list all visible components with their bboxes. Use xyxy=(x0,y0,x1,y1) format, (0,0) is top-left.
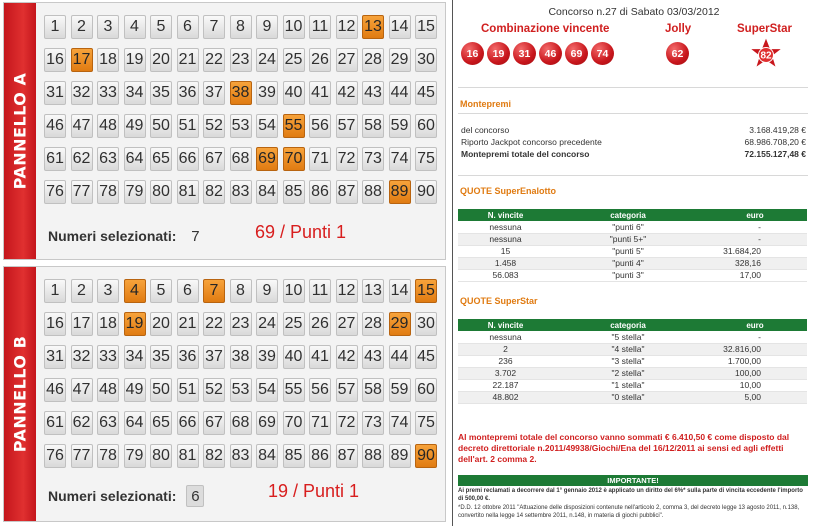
table-row xyxy=(458,367,807,379)
number-cell-32[interactable]: 32 xyxy=(71,81,93,105)
number-cell-31[interactable]: 31 xyxy=(44,81,66,105)
star-icon xyxy=(748,36,784,72)
cell-vincite: 56.083 xyxy=(458,269,553,281)
number-cell-51[interactable]: 51 xyxy=(177,114,199,138)
number-cell-73[interactable]: 73 xyxy=(362,147,384,171)
panel-a xyxy=(3,2,446,260)
winning-ball: 16 xyxy=(461,42,484,65)
header-n-vincite: N. vincite xyxy=(458,209,553,221)
cell-categoria: "punti 5" xyxy=(553,245,703,257)
cell-euro: - xyxy=(703,221,807,233)
cell-euro: 32.816,00 xyxy=(703,343,807,355)
number-cell-6[interactable]: 6 xyxy=(177,15,199,39)
number-cell-30[interactable]: 30 xyxy=(415,312,437,336)
number-cell-89[interactable]: 89 xyxy=(389,444,411,468)
number-cell-90[interactable]: 90 xyxy=(415,444,437,468)
cell-vincite: nessuna xyxy=(458,221,553,233)
number-cell-10[interactable]: 10 xyxy=(283,279,305,303)
cell-categoria: "0 stella" xyxy=(553,391,703,403)
number-cell-21[interactable]: 21 xyxy=(177,48,199,72)
cell-categoria: "2 stella" xyxy=(553,367,703,379)
number-cell-22[interactable]: 22 xyxy=(203,312,225,336)
number-grid-a xyxy=(44,15,442,213)
selected-label-a: Numeri selezionati: xyxy=(48,228,177,244)
montepremi-value: 3.168.419,28 € xyxy=(749,125,806,135)
number-cell-43[interactable]: 43 xyxy=(362,345,384,369)
number-cell-59[interactable]: 59 xyxy=(389,114,411,138)
number-cell-29[interactable]: 29 xyxy=(389,312,411,336)
number-cell-15[interactable]: 15 xyxy=(415,279,437,303)
number-cell-81[interactable]: 81 xyxy=(177,444,199,468)
number-cell-29[interactable]: 29 xyxy=(389,48,411,72)
selected-row-a xyxy=(48,225,204,247)
table-row xyxy=(458,331,807,343)
selected-label-b: Numeri selezionati: xyxy=(48,488,177,504)
jolly-label: Jolly xyxy=(665,23,692,35)
cell-vincite: nessuna xyxy=(458,233,553,245)
number-cell-40[interactable]: 40 xyxy=(283,345,305,369)
number-cell-25[interactable]: 25 xyxy=(283,48,305,72)
number-cell-13[interactable]: 13 xyxy=(362,279,384,303)
montepremi-title: Montepremi xyxy=(460,99,512,109)
header-n-vincite: N. vincite xyxy=(458,319,553,331)
number-cell-8[interactable]: 8 xyxy=(230,15,252,39)
jolly-ball: 62 xyxy=(666,42,689,65)
number-cell-61[interactable]: 61 xyxy=(44,147,66,171)
number-cell-14[interactable]: 14 xyxy=(389,15,411,39)
winning-ball: 46 xyxy=(539,42,562,65)
number-cell-12[interactable]: 12 xyxy=(336,15,358,39)
number-cell-70[interactable]: 70 xyxy=(283,411,305,435)
number-cell-72[interactable]: 72 xyxy=(336,411,358,435)
number-cell-88[interactable]: 88 xyxy=(362,180,384,204)
number-cell-77[interactable]: 77 xyxy=(71,180,93,204)
cell-vincite: 236 xyxy=(458,355,553,367)
table-row xyxy=(458,355,807,367)
number-cell-45[interactable]: 45 xyxy=(415,345,437,369)
number-cell-57[interactable]: 57 xyxy=(336,378,358,402)
cell-categoria: "1 stella" xyxy=(553,379,703,391)
number-cell-3[interactable]: 3 xyxy=(97,279,119,303)
result-a: 69 / Punti 1 xyxy=(255,222,347,242)
number-cell-71[interactable]: 71 xyxy=(309,411,331,435)
number-cell-43[interactable]: 43 xyxy=(362,81,384,105)
number-cell-46[interactable]: 46 xyxy=(44,378,66,402)
number-cell-79[interactable]: 79 xyxy=(124,180,146,204)
cell-categoria: "4 stella" xyxy=(553,343,703,355)
number-cell-77[interactable]: 77 xyxy=(71,444,93,468)
number-cell-84[interactable]: 84 xyxy=(256,180,278,204)
cell-vincite: 3.702 xyxy=(458,367,553,379)
number-cell-75[interactable]: 75 xyxy=(415,411,437,435)
number-cell-27[interactable]: 27 xyxy=(336,312,358,336)
number-cell-76[interactable]: 76 xyxy=(44,180,66,204)
number-cell-87[interactable]: 87 xyxy=(336,180,358,204)
number-cell-74[interactable]: 74 xyxy=(389,147,411,171)
number-cell-62[interactable]: 62 xyxy=(71,147,93,171)
number-cell-1[interactable]: 1 xyxy=(44,15,66,39)
number-cell-19[interactable]: 19 xyxy=(124,48,146,72)
number-cell-66[interactable]: 66 xyxy=(177,411,199,435)
montepremi-value: 72.155.127,48 € xyxy=(744,149,806,159)
table-row xyxy=(458,221,807,233)
number-cell-26[interactable]: 26 xyxy=(309,312,331,336)
number-cell-23[interactable]: 23 xyxy=(230,48,252,72)
superstar-label: SuperStar xyxy=(737,23,792,35)
winning-ball: 19 xyxy=(487,42,510,65)
number-cell-59[interactable]: 59 xyxy=(389,378,411,402)
header-categoria: categoria xyxy=(553,209,703,221)
number-cell-6[interactable]: 6 xyxy=(177,279,199,303)
number-cell-31[interactable]: 31 xyxy=(44,345,66,369)
number-cell-4[interactable]: 4 xyxy=(124,279,146,303)
number-cell-70[interactable]: 70 xyxy=(283,147,305,171)
montepremi-row-jackpot xyxy=(461,137,806,147)
separator xyxy=(458,113,808,114)
cell-categoria: "punti 6" xyxy=(553,221,703,233)
quote-superstar-title: QUOTE SuperStar xyxy=(460,296,538,306)
number-cell-50[interactable]: 50 xyxy=(150,378,172,402)
panel-a-strip xyxy=(4,3,36,259)
number-cell-24[interactable]: 24 xyxy=(256,312,278,336)
number-cell-63[interactable]: 63 xyxy=(97,411,119,435)
number-cell-53[interactable]: 53 xyxy=(230,114,252,138)
table-row xyxy=(458,343,807,355)
number-cell-65[interactable]: 65 xyxy=(150,411,172,435)
number-cell-64[interactable]: 64 xyxy=(124,147,146,171)
winning-ball: 31 xyxy=(513,42,536,65)
cell-euro: 17,00 xyxy=(703,269,807,281)
cell-euro: - xyxy=(703,331,807,343)
number-cell-82[interactable]: 82 xyxy=(203,444,225,468)
number-cell-56[interactable]: 56 xyxy=(309,378,331,402)
number-cell-55[interactable]: 55 xyxy=(283,378,305,402)
number-cell-7[interactable]: 7 xyxy=(203,279,225,303)
number-cell-58[interactable]: 58 xyxy=(362,378,384,402)
number-cell-89[interactable]: 89 xyxy=(389,180,411,204)
winning-ball: 69 xyxy=(565,42,588,65)
selected-count-b: 6 xyxy=(186,485,204,507)
number-cell-90[interactable]: 90 xyxy=(415,180,437,204)
jackpot-notice: Al montepremi totale del concorso vanno sommati € 6.410,50 € come disposto dal decreto direttoriale n.2011/49938/Giochi/Ena del 16/12/2011 ai sensi ed agli effetti dell'art. 2 comma 2. xyxy=(458,432,790,464)
table-row xyxy=(458,257,807,269)
number-cell-85[interactable]: 85 xyxy=(283,180,305,204)
number-cell-8[interactable]: 8 xyxy=(230,279,252,303)
panel-b-label: PANNELLO B xyxy=(10,335,30,453)
number-cell-20[interactable]: 20 xyxy=(150,312,172,336)
cell-euro: 1.700,00 xyxy=(703,355,807,367)
montepremi-row-totale xyxy=(461,149,806,159)
number-cell-42[interactable]: 42 xyxy=(336,345,358,369)
number-grid-b xyxy=(44,279,442,477)
number-cell-81[interactable]: 81 xyxy=(177,180,199,204)
cell-vincite: 2 xyxy=(458,343,553,355)
number-cell-80[interactable]: 80 xyxy=(150,444,172,468)
number-cell-49[interactable]: 49 xyxy=(124,114,146,138)
cell-vincite: 1.458 xyxy=(458,257,553,269)
number-cell-51[interactable]: 51 xyxy=(177,378,199,402)
cell-categoria: "punti 5+" xyxy=(553,233,703,245)
number-cell-22[interactable]: 22 xyxy=(203,48,225,72)
number-cell-42[interactable]: 42 xyxy=(336,81,358,105)
number-cell-40[interactable]: 40 xyxy=(283,81,305,105)
number-cell-11[interactable]: 11 xyxy=(309,15,331,39)
number-cell-68[interactable]: 68 xyxy=(230,147,252,171)
result-b: 19 / Punti 1 xyxy=(268,481,360,501)
important-footnote: *D.D. 12 ottobre 2011 "Attuazione delle disposizioni contenute nell'articolo 2, comma 3, del decreto legge 13 agosto 2011, n.138, convertito nella legge 14 settembre 2011, n.148, in materia di giochi pubblici". xyxy=(458,505,800,519)
number-cell-64[interactable]: 64 xyxy=(124,411,146,435)
montepremi-row-concorso xyxy=(461,125,806,135)
number-cell-53[interactable]: 53 xyxy=(230,378,252,402)
number-cell-34[interactable]: 34 xyxy=(124,81,146,105)
important-title: IMPORTANTE! xyxy=(458,475,808,486)
cell-vincite: nessuna xyxy=(458,331,553,343)
number-cell-66[interactable]: 66 xyxy=(177,147,199,171)
table-header xyxy=(458,209,807,221)
header-euro: euro xyxy=(703,209,807,221)
number-cell-44[interactable]: 44 xyxy=(389,345,411,369)
number-cell-23[interactable]: 23 xyxy=(230,312,252,336)
number-cell-39[interactable]: 39 xyxy=(256,345,278,369)
cell-euro: 100,00 xyxy=(703,367,807,379)
number-cell-48[interactable]: 48 xyxy=(97,114,119,138)
number-cell-18[interactable]: 18 xyxy=(97,312,119,336)
number-cell-38[interactable]: 38 xyxy=(230,81,252,105)
number-cell-60[interactable]: 60 xyxy=(415,378,437,402)
number-cell-67[interactable]: 67 xyxy=(203,411,225,435)
number-cell-78[interactable]: 78 xyxy=(97,180,119,204)
number-cell-87[interactable]: 87 xyxy=(336,444,358,468)
table-row xyxy=(458,269,807,281)
number-cell-48[interactable]: 48 xyxy=(97,378,119,402)
number-cell-9[interactable]: 9 xyxy=(256,279,278,303)
number-cell-73[interactable]: 73 xyxy=(362,411,384,435)
results-panel xyxy=(453,0,815,526)
separator xyxy=(458,175,808,176)
number-cell-68[interactable]: 68 xyxy=(230,411,252,435)
number-cell-12[interactable]: 12 xyxy=(336,279,358,303)
number-cell-83[interactable]: 83 xyxy=(230,444,252,468)
number-cell-52[interactable]: 52 xyxy=(203,114,225,138)
cell-euro: - xyxy=(703,233,807,245)
cell-euro: 328,16 xyxy=(703,257,807,269)
number-cell-57[interactable]: 57 xyxy=(336,114,358,138)
number-cell-54[interactable]: 54 xyxy=(256,114,278,138)
number-cell-19[interactable]: 19 xyxy=(124,312,146,336)
number-cell-82[interactable]: 82 xyxy=(203,180,225,204)
number-cell-67[interactable]: 67 xyxy=(203,147,225,171)
number-cell-62[interactable]: 62 xyxy=(71,411,93,435)
montepremi-label: Riporto Jackpot concorso precedente xyxy=(461,137,602,147)
number-cell-72[interactable]: 72 xyxy=(336,147,358,171)
number-cell-63[interactable]: 63 xyxy=(97,147,119,171)
combo-label: Combinazione vincente xyxy=(481,23,610,35)
selected-count-a: 7 xyxy=(191,227,200,245)
number-cell-32[interactable]: 32 xyxy=(71,345,93,369)
number-cell-11[interactable]: 11 xyxy=(309,279,331,303)
number-cell-55[interactable]: 55 xyxy=(283,114,305,138)
number-cell-54[interactable]: 54 xyxy=(256,378,278,402)
number-cell-47[interactable]: 47 xyxy=(71,378,93,402)
number-cell-36[interactable]: 36 xyxy=(177,81,199,105)
cell-vincite: 22.187 xyxy=(458,379,553,391)
number-cell-21[interactable]: 21 xyxy=(177,312,199,336)
number-cell-45[interactable]: 45 xyxy=(415,81,437,105)
number-cell-33[interactable]: 33 xyxy=(97,81,119,105)
number-cell-26[interactable]: 26 xyxy=(309,48,331,72)
cell-categoria: "5 stella" xyxy=(553,331,703,343)
panel-b xyxy=(3,266,446,522)
number-cell-86[interactable]: 86 xyxy=(309,180,331,204)
number-cell-74[interactable]: 74 xyxy=(389,411,411,435)
number-cell-4[interactable]: 4 xyxy=(124,15,146,39)
important-text: Ai premi reclamati a decorrere dal 1° gennaio 2012 è applicato un diritto del 6%* sulla parte di vincita eccedente l'importo di 500,00 €. xyxy=(458,488,803,502)
number-cell-49[interactable]: 49 xyxy=(124,378,146,402)
number-cell-56[interactable]: 56 xyxy=(309,114,331,138)
panel-b-strip xyxy=(4,267,36,521)
panel-a-label: PANNELLO A xyxy=(10,72,30,190)
number-cell-13[interactable]: 13 xyxy=(362,15,384,39)
number-cell-38[interactable]: 38 xyxy=(230,345,252,369)
number-cell-86[interactable]: 86 xyxy=(309,444,331,468)
number-cell-17[interactable]: 17 xyxy=(71,48,93,72)
number-cell-83[interactable]: 83 xyxy=(230,180,252,204)
number-cell-52[interactable]: 52 xyxy=(203,378,225,402)
number-cell-88[interactable]: 88 xyxy=(362,444,384,468)
table-row xyxy=(458,233,807,245)
cell-categoria: "punti 3" xyxy=(553,269,703,281)
number-cell-25[interactable]: 25 xyxy=(283,312,305,336)
number-cell-50[interactable]: 50 xyxy=(150,114,172,138)
selected-row-b xyxy=(48,485,204,507)
number-cell-14[interactable]: 14 xyxy=(389,279,411,303)
number-cell-69[interactable]: 69 xyxy=(256,411,278,435)
cell-categoria: "3 stella" xyxy=(553,355,703,367)
number-cell-41[interactable]: 41 xyxy=(309,345,331,369)
number-cell-28[interactable]: 28 xyxy=(362,312,384,336)
winning-ball: 74 xyxy=(591,42,614,65)
number-cell-75[interactable]: 75 xyxy=(415,147,437,171)
number-cell-36[interactable]: 36 xyxy=(177,345,199,369)
number-cell-84[interactable]: 84 xyxy=(256,444,278,468)
number-cell-28[interactable]: 28 xyxy=(362,48,384,72)
number-cell-37[interactable]: 37 xyxy=(203,345,225,369)
quote-superstar-table xyxy=(458,319,807,404)
number-cell-65[interactable]: 65 xyxy=(150,147,172,171)
number-cell-27[interactable]: 27 xyxy=(336,48,358,72)
cell-vincite: 48.802 xyxy=(458,391,553,403)
number-cell-79[interactable]: 79 xyxy=(124,444,146,468)
number-cell-85[interactable]: 85 xyxy=(283,444,305,468)
number-cell-37[interactable]: 37 xyxy=(203,81,225,105)
number-cell-71[interactable]: 71 xyxy=(309,147,331,171)
number-cell-47[interactable]: 47 xyxy=(71,114,93,138)
number-cell-46[interactable]: 46 xyxy=(44,114,66,138)
number-cell-1[interactable]: 1 xyxy=(44,279,66,303)
number-cell-41[interactable]: 41 xyxy=(309,81,331,105)
number-cell-2[interactable]: 2 xyxy=(71,279,93,303)
montepremi-label: Montepremi totale del concorso xyxy=(461,149,590,159)
cell-vincite: 15 xyxy=(458,245,553,257)
montepremi-value: 68.986.708,20 € xyxy=(744,137,806,147)
number-cell-16[interactable]: 16 xyxy=(44,312,66,336)
cell-euro: 5,00 xyxy=(703,391,807,403)
number-cell-78[interactable]: 78 xyxy=(97,444,119,468)
number-cell-39[interactable]: 39 xyxy=(256,81,278,105)
header-categoria: categoria xyxy=(553,319,703,331)
table-row xyxy=(458,245,807,257)
number-cell-35[interactable]: 35 xyxy=(150,81,172,105)
number-cell-10[interactable]: 10 xyxy=(283,15,305,39)
table-row xyxy=(458,391,807,403)
cell-euro: 31.684,20 xyxy=(703,245,807,257)
number-cell-5[interactable]: 5 xyxy=(150,15,172,39)
number-cell-30[interactable]: 30 xyxy=(415,48,437,72)
table-header xyxy=(458,319,807,331)
quote-superenalotto-title: QUOTE SuperEnalotto xyxy=(460,186,557,196)
number-cell-61[interactable]: 61 xyxy=(44,411,66,435)
cell-euro: 10,00 xyxy=(703,379,807,391)
quote-superenalotto-table xyxy=(458,209,807,282)
superstar-number: 82 xyxy=(760,50,772,62)
header-euro: euro xyxy=(703,319,807,331)
number-cell-76[interactable]: 76 xyxy=(44,444,66,468)
number-cell-34[interactable]: 34 xyxy=(124,345,146,369)
montepremi-label: del concorso xyxy=(461,125,510,135)
number-cell-24[interactable]: 24 xyxy=(256,48,278,72)
number-cell-20[interactable]: 20 xyxy=(150,48,172,72)
number-cell-33[interactable]: 33 xyxy=(97,345,119,369)
winning-numbers xyxy=(461,42,614,65)
number-cell-7[interactable]: 7 xyxy=(203,15,225,39)
number-cell-9[interactable]: 9 xyxy=(256,15,278,39)
number-cell-16[interactable]: 16 xyxy=(44,48,66,72)
cell-categoria: "punti 4" xyxy=(553,257,703,269)
number-cell-17[interactable]: 17 xyxy=(71,312,93,336)
number-cell-80[interactable]: 80 xyxy=(150,180,172,204)
number-cell-60[interactable]: 60 xyxy=(415,114,437,138)
number-cell-69[interactable]: 69 xyxy=(256,147,278,171)
separator xyxy=(458,87,808,88)
number-cell-35[interactable]: 35 xyxy=(150,345,172,369)
number-cell-18[interactable]: 18 xyxy=(97,48,119,72)
number-cell-44[interactable]: 44 xyxy=(389,81,411,105)
draw-title: Concorso n.27 di Sabato 03/03/2012 xyxy=(548,6,720,18)
number-cell-3[interactable]: 3 xyxy=(97,15,119,39)
number-cell-5[interactable]: 5 xyxy=(150,279,172,303)
superstar-badge xyxy=(748,36,784,72)
table-row xyxy=(458,379,807,391)
number-cell-15[interactable]: 15 xyxy=(415,15,437,39)
number-cell-58[interactable]: 58 xyxy=(362,114,384,138)
number-cell-2[interactable]: 2 xyxy=(71,15,93,39)
